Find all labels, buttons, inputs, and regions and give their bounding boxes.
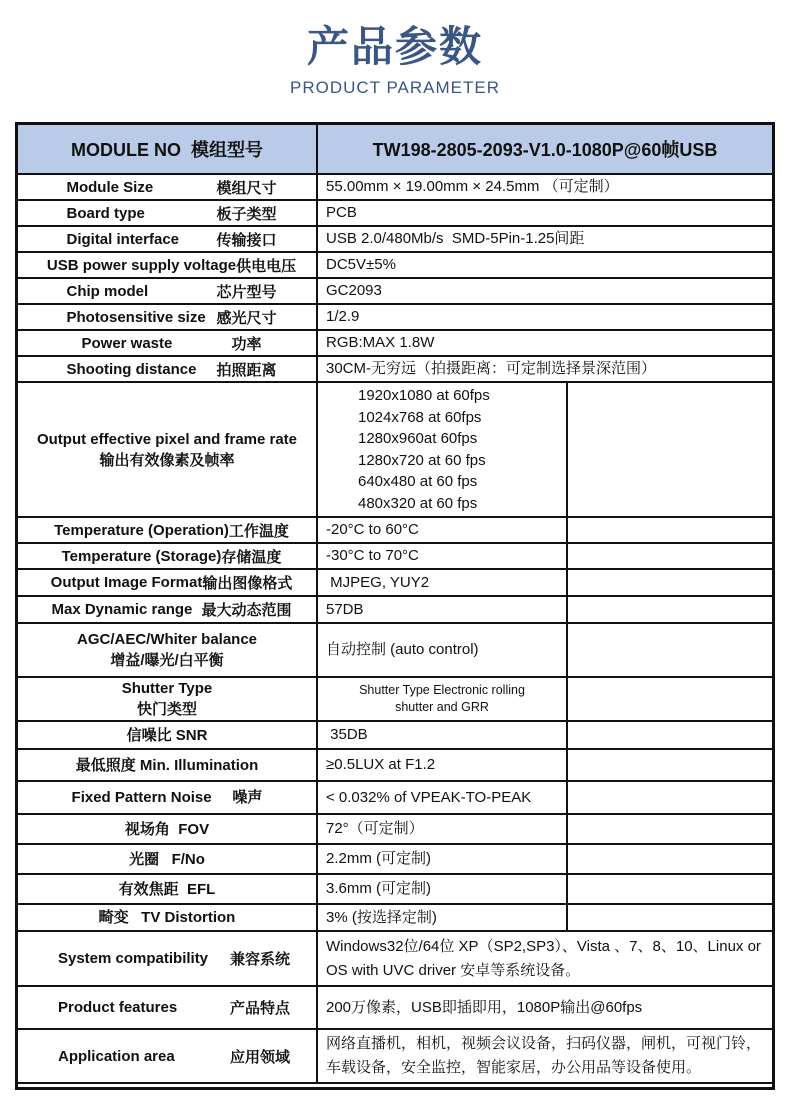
row-label [18,875,318,903]
row-value-line: 640x480 at 60 fps [358,473,478,490]
row-value [318,597,568,622]
row-label-line: AGC/AEC/Whiter balance [76,631,258,648]
row-label-line: 视场角 FOV [124,820,210,838]
row-value [318,253,772,277]
row-value-line: 200万像素，USB即插即用，1080P输出@60fps [326,998,643,1016]
row-label [18,750,318,780]
table-row [18,845,772,875]
row-value [318,750,568,780]
row-label-line: Output effective pixel and frame rate [36,430,298,448]
table-row [18,175,772,201]
row-label-en: System compatibility [57,950,209,967]
row-value-line: 57DB [326,600,364,618]
table-row [18,905,772,932]
row-label-zh: 芯片型号 [216,283,277,301]
row-label-en: Photosensitive size [66,308,206,326]
row-value [318,227,772,251]
row-label-en: Temperature (Storage) [61,547,222,565]
table-row [18,815,772,845]
row-label [18,782,318,813]
page-subtitle: PRODUCT PARAMETER [289,78,500,97]
page-title: 产品参数 [306,23,483,70]
empty-cell [568,722,772,748]
row-label-zh: 工作温度 [228,522,289,540]
row-value-line: -30°C to 70°C [326,547,419,564]
row-value [318,932,772,985]
table-row [18,570,772,597]
row-label [18,570,318,595]
row-label [18,518,318,542]
row-value-line: 30CM-无穷远（拍摄距离：可定制选择景深范围） [326,360,657,377]
row-value [318,624,568,676]
row-label [18,305,318,329]
empty-cell [568,875,772,903]
row-value-line: Windows32位/64位 XP（SP2,SP3）、Vista 、7、8、10、Linux or OS with UVC driver 安卓等系统设备。 [326,937,761,979]
row-label-line: Shutter Type [121,680,213,697]
table-row [18,597,772,624]
row-value-line: 480x320 at 60 fps [358,494,478,512]
row-label [18,279,318,303]
row-value [318,357,772,381]
table-row [18,1030,772,1084]
row-value [318,678,568,720]
row-value [318,201,772,225]
empty-cell [568,518,772,542]
row-value [318,383,568,516]
table-row [18,331,772,357]
row-value-line: 3.6mm (可定制) [326,880,432,897]
row-label-line: 快门类型 [136,701,197,718]
table-row [18,201,772,227]
row-label [18,331,318,355]
row-label-line: 光圈 F/No [129,850,205,868]
row-value-line: MJPEG, YUY2 [326,573,430,591]
row-value [318,722,568,748]
row-value [318,987,772,1028]
table-row [18,722,772,750]
row-value-line: 1280x720 at 60 fps [358,451,486,469]
row-label [18,624,318,676]
row-label-zh: 应用领域 [229,1048,290,1066]
table-row [18,383,772,518]
row-label [18,383,318,516]
row-label-zh: 模组尺寸 [216,179,277,197]
row-label-zh: 供电电压 [236,257,297,275]
product-parameter-table [15,122,775,1090]
row-label-line: 信噪比 SNR [126,726,208,744]
row-value-line: Shutter Type Electronic rolling [359,683,525,697]
row-label-en: Board type [66,204,145,222]
table-row [18,875,772,905]
row-value-line: 35DB [326,726,368,743]
row-value-line: 1/2.9 [326,308,360,325]
row-label-zh: 产品特点 [229,1000,290,1017]
row-label-en: Output Image Format [50,574,203,591]
row-value [318,331,772,355]
table-row [18,932,772,987]
row-value [318,875,568,903]
empty-cell [568,845,772,873]
table-row [18,518,772,544]
row-label-zh: 输出图像格式 [202,575,293,592]
row-label [18,987,318,1028]
row-label-zh: 功率 [231,335,262,353]
empty-cell [568,750,772,780]
row-label [18,678,318,720]
row-label-en: Power waste [81,334,173,352]
row-value-line: 72°（可定制） [326,820,424,837]
row-value-line: PCB [326,204,357,221]
row-label-en: Module Size [66,178,154,196]
row-value-line: 1024x768 at 60fps [358,408,482,426]
table-row [18,279,772,305]
row-label [18,253,318,277]
row-value-line: RGB:MAX 1.8W [326,334,435,351]
row-value-line: ≥0.5LUX at F1.2 [326,756,436,773]
row-label-zh: 拍照距离 [216,361,277,379]
row-label [18,597,318,622]
row-label [18,227,318,251]
row-label-en: Product features [57,999,178,1016]
row-label-zh: 最大动态范围 [201,602,292,619]
row-label-line: 畸变 TV Distortion [98,909,236,926]
row-label [18,201,318,225]
row-label [18,722,318,748]
row-value [318,518,568,542]
row-label [18,815,318,843]
row-label-line: Fixed Pattern Noise 噪声 [71,789,263,806]
row-label [18,175,318,199]
row-label [18,357,318,381]
table-header-row [18,125,772,175]
row-value [318,1030,772,1082]
row-value [318,544,568,568]
empty-cell [568,678,772,720]
row-label [18,544,318,568]
row-value-line: 1920x1080 at 60fps [358,387,490,404]
module-no-value: TW198-2805-2093-V1.0-1080P@60帧USB [372,140,718,160]
empty-cell [568,570,772,595]
row-label-en: Shooting distance [66,360,197,378]
row-value-line: 3% (按选择定制) [326,908,437,926]
table-row [18,305,772,331]
row-label [18,932,318,985]
row-value-line: shutter and GRR [395,700,489,714]
row-label [18,845,318,873]
row-label-zh: 兼容系统 [229,951,290,968]
empty-cell [568,544,772,568]
row-label-line: 有效焦距 EFL [118,880,216,898]
empty-cell [568,782,772,813]
row-value-line: GC2093 [326,282,382,299]
table-row [18,624,772,678]
row-label-line: 最低照度 Min. Illumination [75,756,259,774]
module-no-label: MODULE NO 模组型号 [18,125,318,173]
row-label-zh: 传输接口 [216,231,277,249]
row-label-en: Digital interface [66,230,180,248]
row-value-line: USB 2.0/480Mb/s SMD-5Pin-1.25间距 [326,230,585,247]
row-value-line: 1280x960at 60fps [358,430,478,447]
table-row [18,750,772,782]
row-value [318,905,568,930]
row-value-line: 网络直播机，相机，视频会议设备，扫码仪器，闸机，可视门铃，车载设备，安全监控，智能家居，办公用品等设备使用。 [326,1035,762,1076]
row-label [18,1030,318,1082]
empty-cell [568,624,772,676]
empty-cell [568,597,772,622]
table-row [18,357,772,383]
empty-cell [568,905,772,930]
row-label-en: Max Dynamic range [51,601,193,618]
row-label-en: Application area [57,1047,175,1065]
row-value-line: DC5V±5% [326,256,396,273]
row-value [318,570,568,595]
row-label-line: 增益/曝光/白平衡 [110,652,224,669]
row-value-line: 自动控制 (auto control) [326,641,479,658]
row-value [318,279,772,303]
row-value [318,175,772,199]
table-row [18,678,772,722]
row-label [18,905,318,930]
row-value [318,305,772,329]
row-value-line: < 0.032% of VPEAK-TO-PEAK [326,788,532,806]
table-row [18,544,772,570]
table-row [18,782,772,815]
row-label-zh: 存储温度 [221,548,282,566]
row-label-en: Chip model [66,282,149,300]
row-value [318,815,568,843]
row-value-line: 55.00mm × 19.00mm × 24.5mm （可定制） [326,178,619,195]
table-row [18,227,772,253]
row-label-en: USB power supply voltage [46,256,237,274]
table-row [18,253,772,279]
empty-cell [568,815,772,843]
table-row [18,987,772,1030]
row-value-line: 2.2mm (可定制) [326,850,432,867]
row-label-zh: 板子类型 [216,205,277,223]
row-label-line: 输出有效像素及帧率 [99,451,235,469]
row-value [318,782,568,813]
empty-cell [568,383,772,516]
row-label-zh: 感光尺寸 [216,309,277,327]
row-label-en: Temperature (Operation) [54,521,229,539]
row-value-line: -20°C to 60°C [326,521,419,538]
row-value [318,845,568,873]
